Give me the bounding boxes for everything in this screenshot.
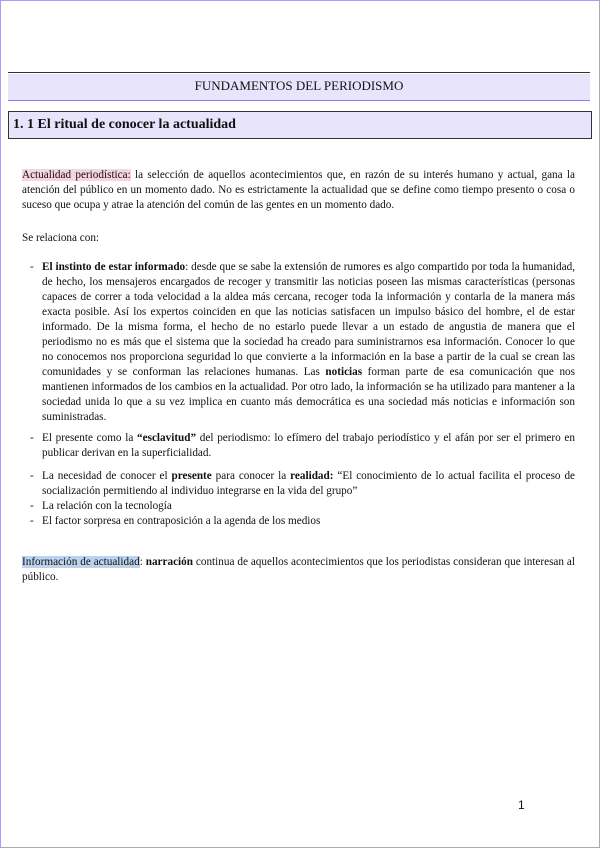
- top-divider: [8, 72, 590, 73]
- section-heading: [8, 111, 592, 139]
- necesidad-text: La necesidad de conocer el: [42, 470, 172, 482]
- presente-text: El presente como la: [42, 432, 138, 444]
- info-paragraph: [22, 555, 575, 585]
- info-colon: :: [139, 556, 146, 568]
- necesidad-text-mid: para conocer la: [211, 470, 291, 482]
- noticias-term: noticias: [325, 366, 363, 378]
- narracion-term: narración: [145, 556, 193, 568]
- page-number: 1: [518, 798, 525, 812]
- list-item-instinto: [22, 260, 575, 425]
- list-item-necesidad: [22, 469, 575, 499]
- esclavitud-term: “esclavitud”: [137, 432, 197, 444]
- document-title: FUNDAMENTOS DEL PERIODISMO: [194, 78, 404, 93]
- instinto-text-continued: forman parte de esa comunicación que nos mantienen informados de los cambios en la actualidad. Por otro lado, la información se ha utilizado para mantener a la sociedad unida lo que a su vez implica en cuanto más democrática es una sociedad más noticias e información son suministradas.: [42, 366, 575, 423]
- realidad-term: realidad:: [290, 470, 334, 482]
- relaciona-label: Se relaciona con:: [22, 232, 100, 244]
- necesidad-quote: “El conocimiento de lo actual facilita el proceso de socialización permitiendo al individuo integrarse en la vida del grupo”: [42, 470, 575, 497]
- instinto-text: : desde que se sabe la extensión de rumores es algo compartido por toda la humanidad, de hecho, los mensajeros encargados de recoger y transmitir las noticias poseen las mismas características (personas capaces de correr a toda velocidad a la aldea más cercana, recoger toda la información y contarla de la manera más exacta posible. Así los expertos coinciden en que las noticias satisfacen un impulso básico del hombre, el de estar informado. De la misma forma, el hecho de no estarlo puede llevar a un estado de angustia de manera que el periodismo no es más que el sistema que la sociedad ha creado para suministrarnos esa información. Conocer lo que no conocemos nos proporciona seguridad lo que convierte a la información en la base a partir de la cual se crean las comunidades y se conforman las relaciones humanas. Las: [42, 261, 576, 378]
- presente-text-continued: del periodismo: lo efímero del trabajo periodístico y el afán por ser el primero en publicar derivan en la superficialidad.: [42, 432, 575, 459]
- highlight-term-informacion: Información de actualidad: [22, 556, 140, 568]
- list-item-presente: [22, 431, 575, 461]
- list-item-tecnologia: - La relación con la tecnología: [22, 499, 575, 514]
- relations-list: [22, 260, 575, 529]
- highlight-term-actualidad: Actualidad periodística:: [22, 169, 131, 181]
- list-item-sorpresa: - El factor sorpresa en contraposición a la agenda de los medios: [22, 514, 575, 529]
- intro-paragraph: [22, 168, 575, 213]
- section-title: 1. 1 El ritual de conocer la actualidad: [13, 117, 236, 132]
- instinto-term: El instinto de estar informado: [42, 261, 186, 273]
- presente-term: presente: [171, 470, 212, 482]
- intro-text: la selección de aquellos acontecimientos que, en razón de su interés humano y actual, gana la atención del público en un momento dado. No es estrictamente la actualidad que se define como tiempo presento o cosa o suceso que ocupa y atrae la atención del común de las gentes en un momento dado.: [22, 169, 575, 211]
- info-text: continua de aquellos acontecimientos que los periodistas consideran que interesan al público.: [22, 556, 575, 583]
- document-body: [22, 168, 575, 585]
- document-header: [8, 74, 590, 101]
